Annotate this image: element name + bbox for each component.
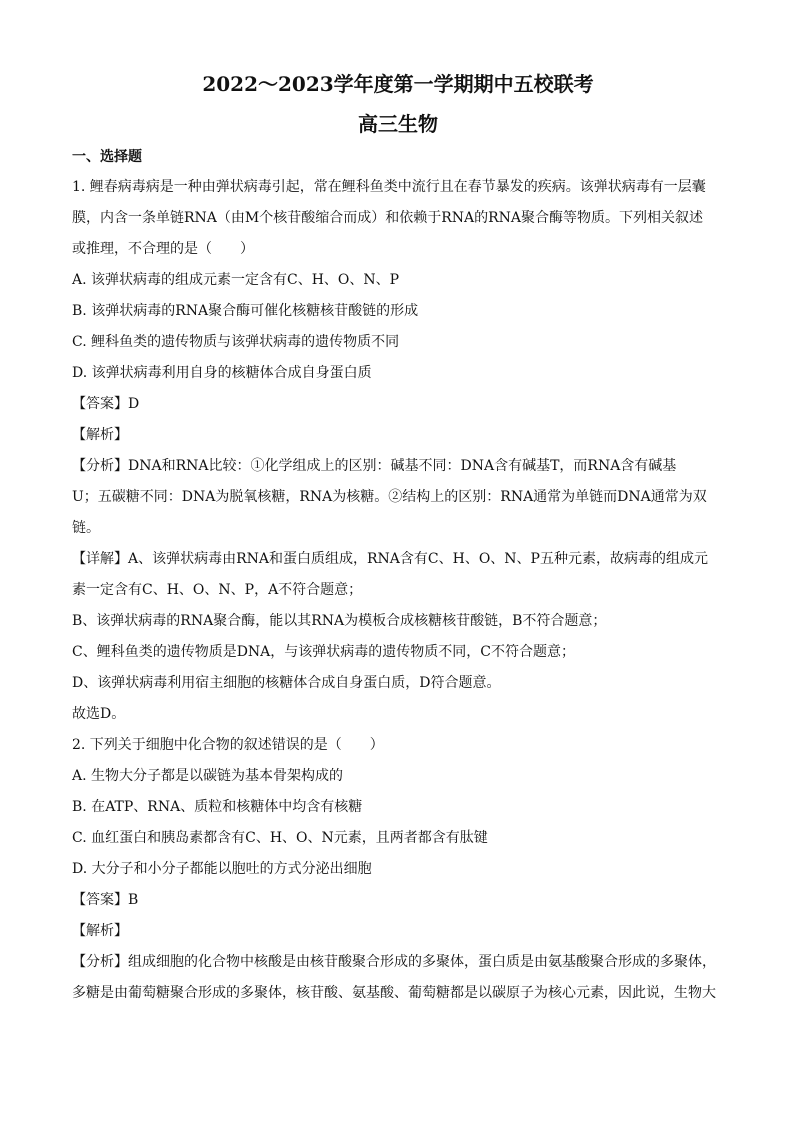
line-text: 素一定含有C、H、O、N、P，A不符合题意；	[72, 582, 363, 598]
section-label: 【分析】	[72, 458, 128, 474]
line-text: D、该弹状病毒利用宿主细胞的核糖体合成自身蛋白质，D符合题意。	[72, 675, 501, 691]
page-title: 2022～2023学年度第一学期期中五校联考	[202, 72, 594, 96]
text-line	[72, 668, 724, 699]
section-label: 【解析】	[72, 427, 128, 443]
text-line	[72, 730, 724, 761]
line-text: 膜，内含一条单链RNA（由M个核苷酸缩合而成）和依赖于RNA的RNA聚合酶等物质。下列相关叙述	[72, 210, 704, 226]
text-line	[72, 637, 724, 668]
text-line	[72, 265, 724, 296]
text-line	[72, 575, 724, 606]
text-line	[72, 358, 724, 389]
text-line	[72, 203, 724, 234]
text-line	[72, 513, 724, 544]
line-text: DNA和RNA比较：①化学组成上的区别：碱基不同：DNA含有碱基T，而RNA含有碱基	[128, 458, 677, 474]
text-line	[72, 544, 724, 575]
line-text: A. 生物大分子都是以碳链为基本骨架构成的	[72, 768, 344, 784]
line-text: 链。	[72, 520, 100, 536]
text-line	[72, 389, 724, 420]
section-label: 【解析】	[72, 923, 128, 939]
text-line	[72, 823, 724, 854]
line-text: 组成细胞的化合物中核酸是由核苷酸聚合形成的多聚体，蛋白质是由氨基酸聚合形成的多聚体，	[128, 954, 716, 970]
line-text: A. 该弹状病毒的组成元素一定含有C、H、O、N、P	[72, 272, 400, 288]
text-line	[72, 885, 724, 916]
text-line	[72, 916, 724, 947]
text-line	[72, 234, 724, 265]
text-line	[72, 327, 724, 358]
line-text: D. 大分子和小分子都能以胞吐的方式分泌出细胞	[72, 861, 372, 877]
line-text: A、该弹状病毒由RNA和蛋白质组成，RNA含有C、H、O、N、P五种元素，故病毒的组成元	[128, 551, 708, 567]
line-text: U；五碳糖不同：DNA为脱氧核糖，RNA为核糖。②结构上的区别：RNA通常为单链而DNA通常为双	[72, 489, 707, 505]
section-label: 【详解】	[72, 551, 128, 567]
line-text: 故选D。	[72, 706, 126, 722]
page-subtitle: 高三生物	[358, 112, 438, 136]
text-line	[72, 606, 724, 637]
section-label: 【分析】	[72, 954, 128, 970]
section-label: 【答案】	[72, 892, 128, 908]
line-text: 2. 下列关于细胞中化合物的叙述错误的是（ ）	[72, 737, 384, 753]
line-text: C. 血红蛋白和胰岛素都含有C、H、O、N元素，且两者都含有肽键	[72, 830, 488, 846]
text-line	[72, 451, 724, 482]
document-body	[72, 172, 724, 1009]
line-text: D	[128, 396, 140, 412]
line-text: 1. 鲤春病毒病是一种由弹状病毒引起，常在鲤科鱼类中流行且在春节暴发的疾病。该弹状病毒有一层囊	[72, 179, 706, 195]
line-text: B. 该弹状病毒的RNA聚合酶可催化核糖核苷酸链的形成	[72, 303, 419, 319]
text-line	[72, 296, 724, 327]
section-heading: 一、选择题	[72, 149, 142, 165]
text-line	[72, 420, 724, 451]
text-line	[72, 947, 724, 978]
text-line	[72, 172, 724, 203]
line-text: 多糖是由葡萄糖聚合形成的多聚体，核苷酸、氨基酸、葡萄糖都是以碳原子为核心元素，因此说，生物大	[72, 985, 716, 1001]
text-line	[72, 854, 724, 885]
section-label: 【答案】	[72, 396, 128, 412]
line-text: 或推理，不合理的是（ ）	[72, 241, 254, 257]
line-text: C、鲤科鱼类的遗传物质是DNA，与该弹状病毒的遗传物质不同，C不符合题意；	[72, 644, 576, 660]
text-line	[72, 761, 724, 792]
text-line	[72, 978, 724, 1009]
text-line	[72, 792, 724, 823]
text-line	[72, 482, 724, 513]
line-text: C. 鲤科鱼类的遗传物质与该弹状病毒的遗传物质不同	[72, 334, 400, 350]
line-text: B、该弹状病毒的RNA聚合酶，能以其RNA为模板合成核糖核苷酸链，B不符合题意；	[72, 613, 607, 629]
text-line	[72, 699, 724, 730]
line-text: B	[128, 892, 139, 908]
line-text: B. 在ATP、RNA、质粒和核糖体中均含有核糖	[72, 799, 363, 815]
line-text: D. 该弹状病毒利用自身的核糖体合成自身蛋白质	[72, 365, 372, 381]
